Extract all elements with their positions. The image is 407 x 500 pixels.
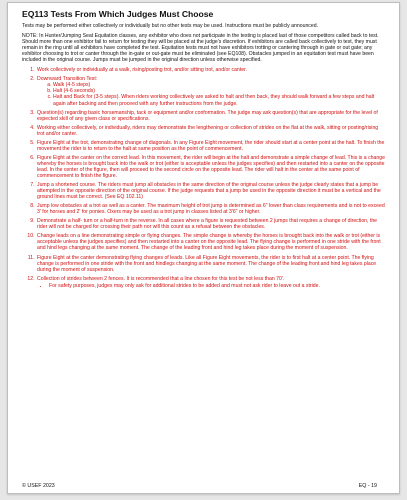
document-page xyxy=(7,2,400,494)
safety-bullet: • For safety purposes, judges may only ask for additional strides to be added and must not ask rider to leave out a stride. xyxy=(49,283,387,289)
rules-list xyxy=(22,67,387,288)
note-paragraph: NOTE: In Hunter/Jumping Seat Equitation classes, any exhibitor who does not participate in the testing is placed last of those competitors called back to test. Should more than one exhibitor fail to return for testing they will be placed at the judge’s discretion. If exhibitors are called back collectively to test, they must remain in the ring until all exhibitors have completed the test. Equitation tests must not have exhibitors trotting or cantering through in gate or out gate; any exhibitor choosing to trot or canter through the in-gate or out-gate must be eliminated (see EQ108). Obstacles jumped in an equitation test must have been included in the original course. Jumps must be jumped in the original direction unless otherwise specified. xyxy=(22,33,379,64)
sublist-item: b. Halt (4-6 seconds) xyxy=(53,88,387,94)
rule-item xyxy=(36,276,387,289)
page-title: EQ113 Tests From Which Judges Must Choose xyxy=(22,9,214,19)
rule-item xyxy=(36,76,387,106)
rule-text: Downward Transition Test: xyxy=(37,76,98,83)
rule-text: Working either collectively, or individually, riders may demonstrate the lengthening or collection of strides on the flat at the walk, sitting or posting/rising trot and/or canter. xyxy=(37,124,379,137)
intro-paragraph: Tests may be performed either collectively or individually but no other tests may be used. Instructions must be publicly announced. xyxy=(22,23,319,29)
sublist-item: a. Walk (4-5 steps) xyxy=(53,82,387,88)
rule-item xyxy=(36,140,387,152)
rule-item xyxy=(36,203,387,215)
rule-text: Question(s) regarding basic horsemanship, tack or equipment and/or conformation. The judge may ask question(s) that are appropriate for the level of expected skill of any given class or specifications. xyxy=(37,109,378,122)
rule-item xyxy=(36,233,387,251)
rule-text: Jump low obstacles at a trot as well as a canter. The maximum height of trot jump is determined as 6" lower than class requirements and is not to exceed 3' for horses and 2' for ponies. Oxers may be used as a trot jump in classes listed at 3'6" or higher. xyxy=(37,203,385,216)
rule-item xyxy=(36,182,387,200)
rule-text: Figure Eight at the canter on the correct lead. In this movement, the rider will begin at the halt and demonstrate a simple change of lead. This is a change whereby the horses is brought back into the walk or trot (either is acceptable unless the judges specifies) and then restarted into a canter on the opposite lead. In the center of the figure, then will proceed to the second circle on the opposite lead. The rider will halt in the center at the same point of commencement to finish the figure. xyxy=(37,154,385,179)
rule-text: Demonstrate a half- turn or a half-turn in the reverse. In all cases where a figure is requested between 2 jumps that requires a change of direction, the rider will not be charged for crossing their path nor will this count as a refusal between the obstacles. xyxy=(37,218,378,231)
rule-text: Figure Eight at the canter demonstrating flying changes of leads. Like all Figure Eight movements, the rider is to first halt at a center point. The flying change is performed in one stride with the front and hindlegs changing at the same moment. The change of the leading front and hind leg takes place during the moment of suspension. xyxy=(37,254,377,273)
rule-text: Figure Eight at the trot, demonstrating change of diagonals. In any Figure Eight movement, the rider should start at a center point at the halt. To finish the movement the rider is to return to the halt at same position as the point of commencement. xyxy=(37,139,385,152)
safety-bullet-list xyxy=(37,283,387,289)
downward-transition-sublist xyxy=(37,82,387,106)
sublist-item: c. Halt and Back for (3-5 steps). When riders working collectively are asked to halt and then back, they should walk forward a few steps and halt again after backing and then proceed with any further instructions from the judge. xyxy=(53,94,387,106)
rule-text: Change leads on a line demonstrating simple or flying changes. The simple change is whereby the horses is brought back into the walk or trot (either is acceptable unless the judges specifies) and then restarted into a canter on the opposite lead. The flying change is performed in one stride with the front and hind legs changing at the same moment. The change of the leading front and hind leg takes place during the moment of suspension. xyxy=(37,233,381,252)
rule-text: Jump a shortened course. The riders must jump all obstacles in the same direction of the original course unless the judge clearly states that a jump be attempted in the opposite direction of the original course. If the judge requests that a jump be used in the opposite direction it must be a vertical and the ground lines must be correct. (See EQ 102.11) xyxy=(37,182,381,201)
rule-item xyxy=(36,67,387,73)
rule-item xyxy=(36,255,387,273)
rule-text: Collection of strides between 2 fences. It is recommended that a line chosen for this test be not less than 70'. xyxy=(37,275,285,282)
rule-item xyxy=(36,125,387,137)
rule-text: Work collectively or individually at a walk, rising/posting trot, and/or sitting trot, and/or canter. xyxy=(37,67,247,74)
copyright-text: © USEF 2023 xyxy=(22,483,55,489)
page-number: EQ - 19 xyxy=(358,483,377,489)
rule-item xyxy=(36,218,387,230)
rule-item xyxy=(36,110,387,122)
rule-item xyxy=(36,155,387,179)
